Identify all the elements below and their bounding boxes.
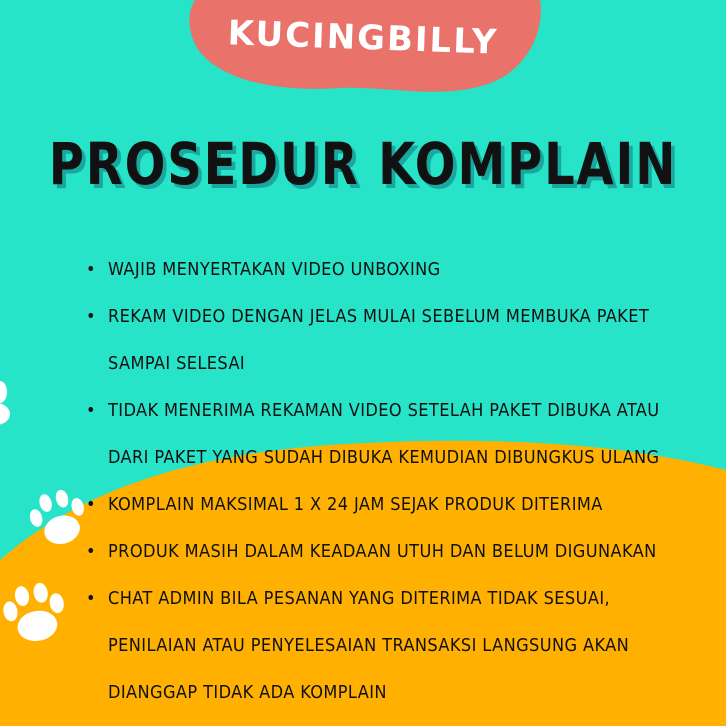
brand-name: KUCINGBILLY	[227, 13, 499, 63]
list-item: • CHAT ADMIN BILA PESANAN YANG DITERIMA TIDAK SESUAI, PENILAIAN ATAU PENYELESAIAN TRANSAKSI LANGSUNG AKAN DIANGGAP TIDAK ADA KOMPLAIN	[86, 575, 686, 716]
list-item: • PRODUK MASIH DALAM KEADAAN UTUH DAN BELUM DIGUNAKAN	[86, 528, 686, 575]
list-item: • WAJIB MENYERTAKAN VIDEO UNBOXING	[86, 246, 686, 293]
page-title: PROSEDUR KOMPLAIN	[48, 130, 678, 198]
list-item: • REKAM VIDEO DENGAN JELAS MULAI SEBELUM MEMBUKA PAKET SAMPAI SELESAI	[86, 293, 686, 387]
list-item: • TIDAK MENERIMA REKAMAN VIDEO SETELAH PAKET DIBUKA ATAU DARI PAKET YANG SUDAH DIBUKA KEMUDIAN DIBUNGKUS ULANG	[86, 387, 686, 481]
list-item: • KOMPLAIN MAKSIMAL 1 X 24 JAM SEJAK PRODUK DITERIMA	[86, 481, 686, 528]
complaint-procedure-list	[86, 246, 686, 716]
paw-icon	[0, 381, 10, 425]
